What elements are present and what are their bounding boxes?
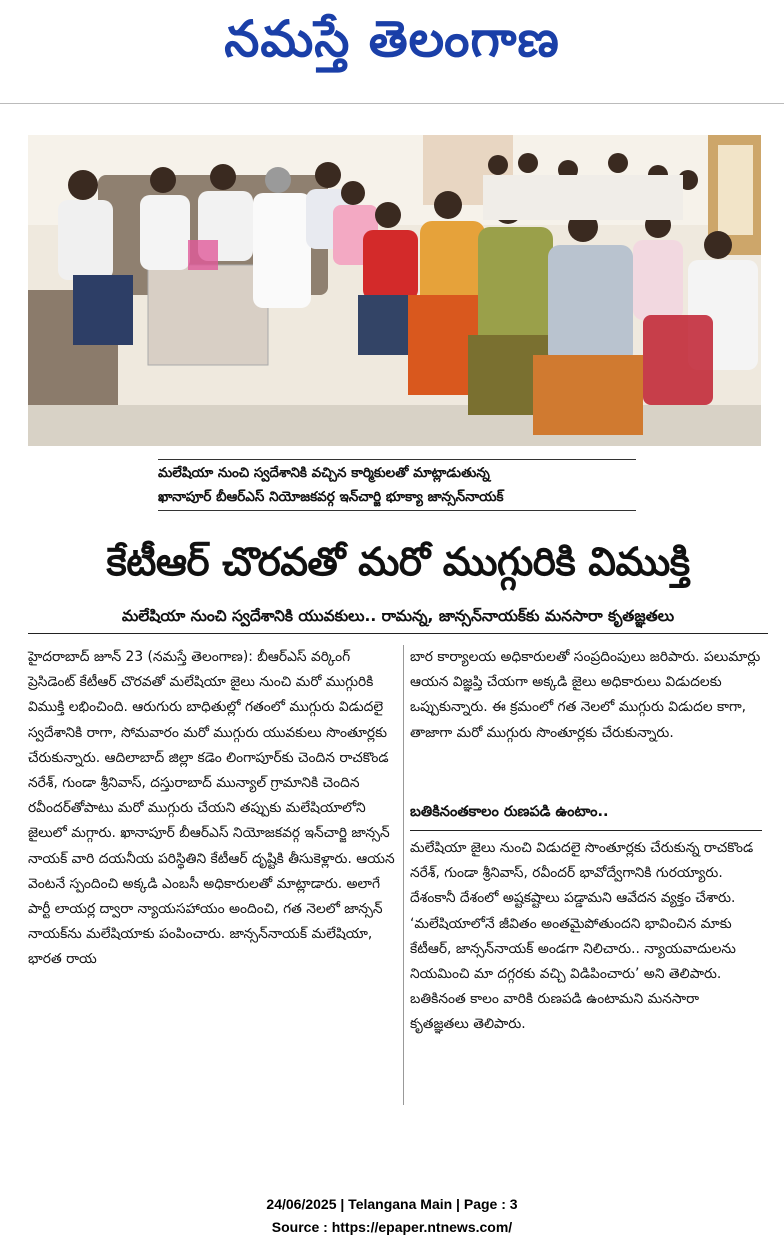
article-column-right	[410, 645, 762, 746]
article-body-left: హైదరాబాద్ జూన్ 23 (నమస్తే తెలంగాణ): బీఆర్ఎస్ వర్కింగ్ ప్రెసిడెంట్ కేటీఆర్ చొరవతో మలేషియా జైలు నుంచి మరో ముగ్గురికి విముక్తి లభించింది. ఆరుగురు బాధితుల్లో గతంలో ముగ్గురు విడుదలై స్వదేశానికి రాగా, సోమవారం మరో ముగ్గురు యువకులు సొంతూర్లకు చేరుకున్నారు. ఆదిలాబాద్ జిల్లా కడెం లింగాపూర్‌కు చెందిన రాచకొండ నరేశ్, గుండా శ్రీనివాస్, దస్తురాబాద్ మున్యాల్ గ్రామానికి చెందిన రవీందర్‌తోపాటు మరో ముగ్గురు చేయని తప్పుకు మలేషియాలోని జైలులో మగ్గారు. ఖానాపూర్ బీఆర్ఎస్ నియోజకవర్గ ఇన్‌చార్జి జాన్సన్ నాయక్ వారి దయనీయ పరిస్థితిని కేటీఆర్ దృష్టికి తీసుకెళ్లారు. ఆయన వెంటనే స్పందించి అక్కడి ఎంబసీ అధికారులతో మాట్లాడారు. అలాగే పార్టీ లాయర్ల ద్వారా న్యాయసహాయం అందించి, గత నెలలో జాన్సన్ నాయక్‌ను మలేషియాకు పంపించారు. జాన్సన్‌నాయక్ మలేషియా, భారత రాయ	[28, 649, 395, 968]
subsection-divider	[410, 830, 762, 831]
article-column-right-lower	[410, 836, 762, 1038]
article-body-right: బార కార్యాలయ అధికారులతో సంప్రదింపులు జరిపారు. పలుమార్లు ఆయన విజ్ఞప్తి చేయగా అక్కడి జైలు అధికారులు విడుదలకు ఒప్పుకున్నారు. ఈ క్రమంలో గత నెలలో ముగ్గురు విడుదల కాగా, తాజాగా మరో ముగ్గురు సొంతూర్లకు చేరుకున్నారు.	[410, 649, 761, 741]
photo-caption	[158, 458, 636, 512]
group-photo-illustration	[28, 135, 761, 446]
article-column-left	[28, 645, 400, 973]
newspaper-logo: నమస్తే తెలంగాణ	[224, 10, 560, 68]
article-photo	[28, 135, 761, 446]
subhead-divider	[28, 633, 768, 634]
article-headline: కేటీఆర్ చొరవతో మరో ముగ్గురికి విముక్తి	[106, 540, 690, 585]
footer-edition-info: 24/06/2025 | Telangana Main | Page : 3	[266, 1196, 518, 1212]
column-divider	[403, 645, 404, 1105]
subsection-heading: బతికినంతకాలం రుణపడి ఉంటాం..	[410, 804, 609, 820]
caption-rule-bottom	[158, 510, 636, 511]
caption-rule-top	[158, 459, 636, 460]
caption-line-2: ఖానాపూర్ బీఆర్ఎస్ నియోజకవర్గ ఇన్‌చార్జి భూక్యా జాన్సన్‌నాయక్	[158, 489, 504, 505]
caption-line-1: మలేషియా నుంచి స్వదేశానికి వచ్చిన కార్మికులతో మాట్లాడుతున్న	[158, 465, 490, 481]
masthead-divider	[0, 103, 784, 104]
footer-source-link[interactable]: Source : https://epaper.ntnews.com/	[271, 1219, 513, 1235]
article-body-right-2: మలేషియా జైలు నుంచి విడుదలై సొంతూర్లకు చేరుకున్న రాచకొండ నరేశ్, గుండా శ్రీనివాస్, రవీందర్ భావోద్వేగానికి గురయ్యారు. దేశంకానీ దేశంలో అష్టకష్టాలు పడ్డామని ఆవేదన వ్యక్తం చేశారు. ‘మలేషియాలోనే జీవితం అంతమైపోతుందని భావించిన మాకు కేటీఆర్, జాన్సన్‌నాయక్ అండగా నిలిచారు.. న్యాయవాదులను నియమించి మా దగ్గరకు వచ్చి విడిపించారు’ అని తెలిపారు. బతికినంత కాలం వారికి రుణపడి ఉంటామని మనసారా కృతజ్ఞతలు తెలిపారు.	[410, 840, 754, 1033]
masthead	[0, 0, 784, 104]
article-subheadline: మలేషియా నుంచి స్వదేశానికి యువకులు.. రామన్న, జాన్సన్‌నాయక్‌కు మనసారా కృతజ్ఞతలు	[121, 607, 675, 625]
